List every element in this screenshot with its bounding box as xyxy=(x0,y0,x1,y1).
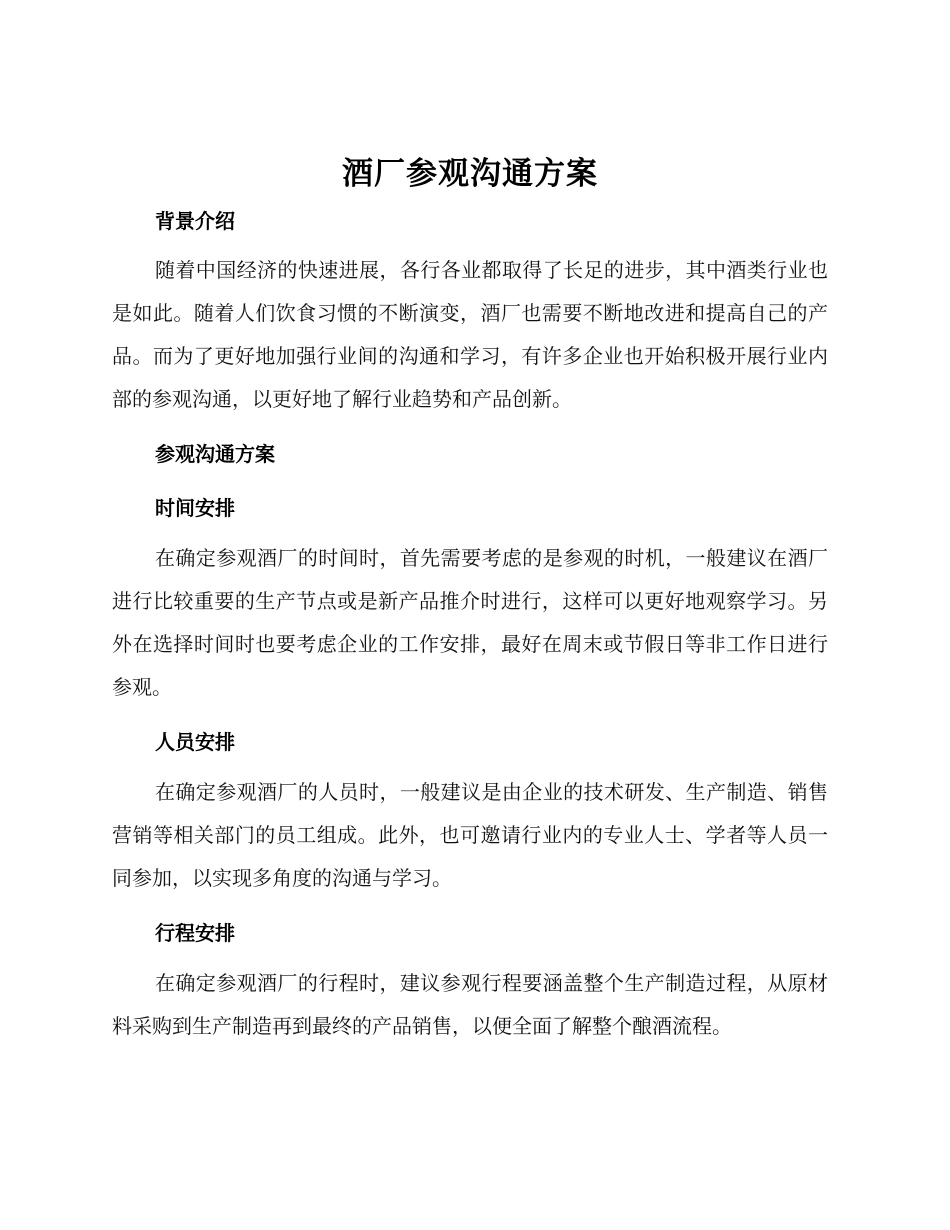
heading-time: 时间安排 xyxy=(155,496,235,520)
paragraph-people: 在确定参观酒厂的人员时，一般建议是由企业的技术研发、生产制造、销售营销等相关部门的员工组成。此外，也可邀请行业内的专业人士、学者等人员一同参加，以实现多角度的沟通与学习。 xyxy=(112,780,828,890)
heading-plan: 参观沟通方案 xyxy=(155,442,275,466)
heading-route: 行程安排 xyxy=(155,921,235,945)
heading-people: 人员安排 xyxy=(155,730,235,754)
section-time xyxy=(112,493,828,709)
paragraph-route: 在确定参观酒厂的行程时，建议参观行程要涵盖整个生产制造过程，从原材料采购到生产制造再到最终的产品销售，以便全面了解整个酿酒流程。 xyxy=(112,971,828,1038)
section-background xyxy=(112,206,828,421)
document-title: 酒厂参观沟通方案 xyxy=(342,156,598,192)
section-people xyxy=(112,727,828,900)
heading-background: 背景介绍 xyxy=(155,209,235,233)
section-plan xyxy=(112,439,828,469)
paragraph-time: 在确定参观酒厂的时间时，首先需要考虑的是参观的时机，一般建议在酒厂进行比较重要的生产节点或是新产品推介时进行，这样可以更好地观察学习。另外在选择时间时也要考虑企业的工作安排，最好在周末或节假日等非工作日进行参观。 xyxy=(112,546,828,699)
paragraph-background: 随着中国经济的快速进展，各行各业都取得了长足的进步，其中酒类行业也是如此。随着人们饮食习惯的不断演变，酒厂也需要不断地改进和提高自己的产品。而为了更好地加强行业间的沟通和学习，有许多企业也开始积极开展行业内部的参观沟通，以更好地了解行业趋势和产品创新。 xyxy=(112,258,828,411)
section-route xyxy=(112,918,828,1048)
